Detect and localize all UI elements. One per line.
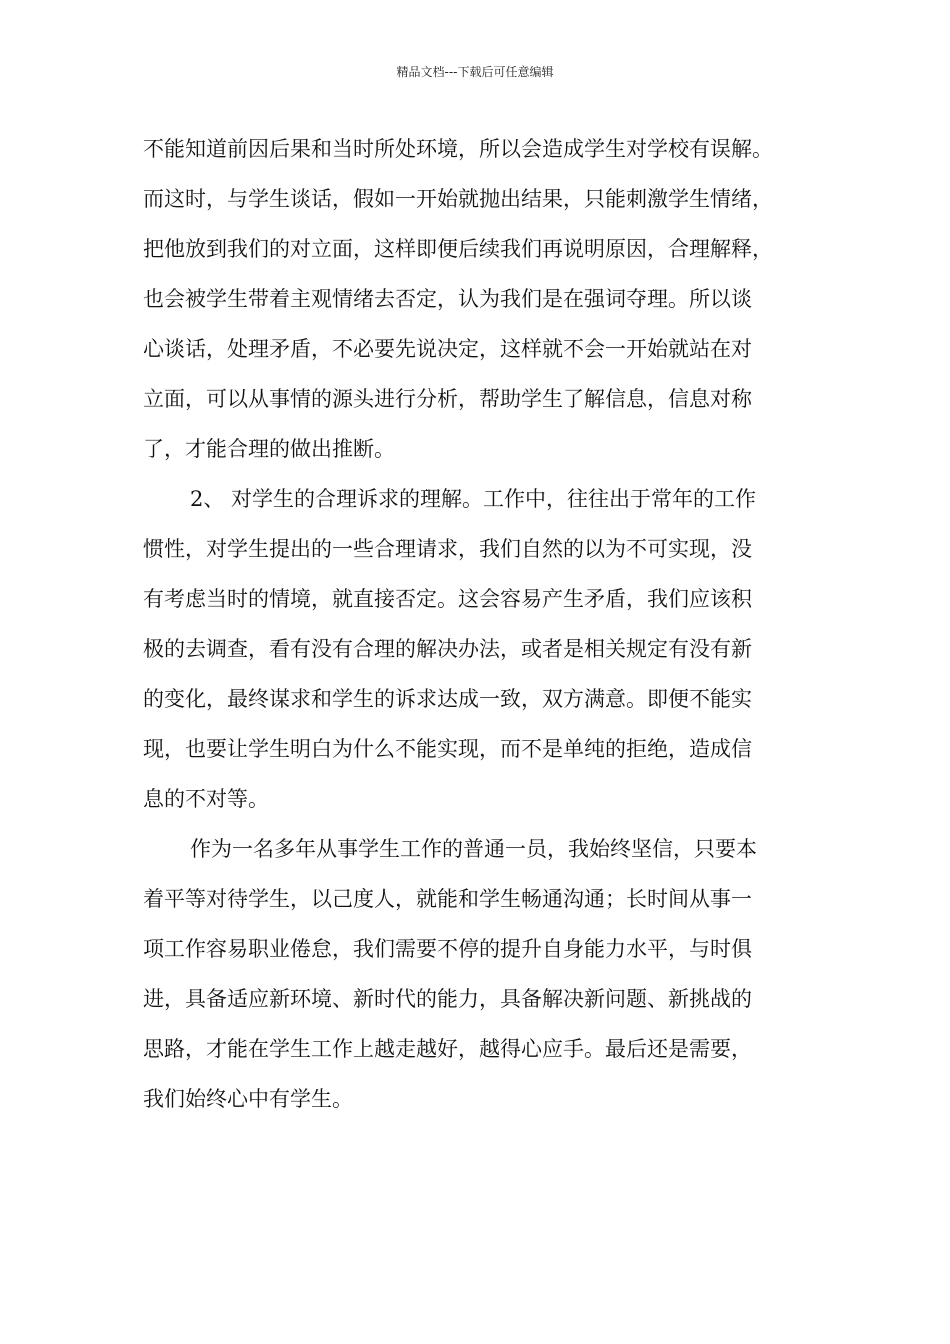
text-line: 立面，可以从事情的源头进行分析，帮助学生了解信息，信息对称 xyxy=(143,387,752,411)
text-line: 项工作容易职业倦怠，我们需要不停的提升自身能力水平，与时俱 xyxy=(143,937,752,961)
text-line: 心谈话，处理矛盾，不必要先说决定，这样就不会一开始就站在对 xyxy=(143,337,752,361)
text-line: 了，才能合理的做出推断。 xyxy=(143,437,395,461)
text-line: 有考虑当时的情境，就直接否定。这会容易产生矛盾，我们应该积 xyxy=(143,587,752,611)
text-line: 2、 对学生的合理诉求的理解。工作中，往往出于常年的工作 xyxy=(190,487,757,511)
text-line: 也会被学生带着主观情绪去否定，认为我们是在强词夺理。所以谈 xyxy=(143,287,752,311)
text-line: 不能知道前因后果和当时所处环境，所以会造成学生对学校有误解。 xyxy=(143,137,773,161)
text-line: 现，也要让学生明白为什么不能实现，而不是单纯的拒绝，造成信 xyxy=(143,737,752,761)
paragraph-2 xyxy=(143,474,807,824)
paragraph-3 xyxy=(143,824,807,1124)
text-line: 思路，才能在学生工作上越走越好，越得心应手。最后还是需要， xyxy=(143,1037,752,1061)
text-line: 把他放到我们的对立面，这样即便后续我们再说明原因，合理解释， xyxy=(143,237,773,261)
text-line: 的变化，最终谋求和学生的诉求达成一致，双方满意。即便不能实 xyxy=(143,687,752,711)
text-line: 惯性，对学生提出的一些合理请求，我们自然的以为不可实现，没 xyxy=(143,537,752,561)
text-line: 进，具备适应新环境、新时代的能力，具备解决新问题、新挑战的 xyxy=(143,987,752,1011)
paragraph-1 xyxy=(143,124,807,474)
text-line: 而这时，与学生谈话，假如一开始就抛出结果，只能刺激学生情绪， xyxy=(143,187,773,211)
text-line: 极的去调查，看有没有合理的解决办法，或者是相关规定有没有新 xyxy=(143,637,752,661)
text-line: 着平等对待学生，以己度人，就能和学生畅通沟通；长时间从事一 xyxy=(143,887,752,911)
text-line: 我们始终心中有学生。 xyxy=(143,1087,353,1111)
text-line: 息的不对等。 xyxy=(143,787,269,811)
document-body xyxy=(143,124,807,1124)
text-line: 作为一名多年从事学生工作的普通一员，我始终坚信，只要本 xyxy=(190,837,757,861)
page-header: 精品文档---下载后可任意编辑 xyxy=(396,65,554,79)
